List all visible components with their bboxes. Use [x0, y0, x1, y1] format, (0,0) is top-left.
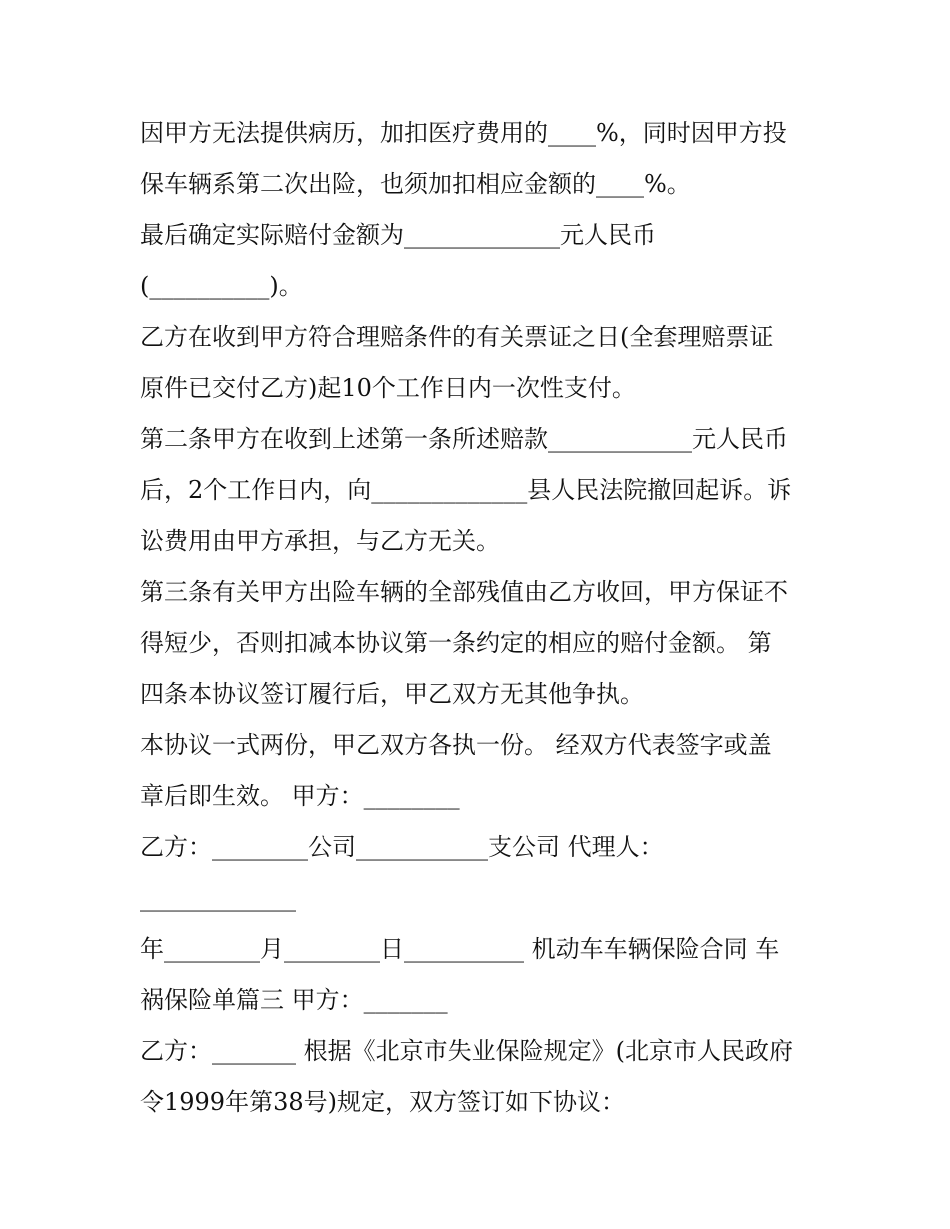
paragraph-line: (__________)。 [140, 272, 303, 300]
paragraph-line: 祸保险单篇三 甲方：_______ [140, 986, 448, 1014]
paragraph-line: 本协议一式两份，甲乙双方各执一份。 经双方代表签字或盖 [140, 731, 772, 759]
paragraph-line: 令1999年第38号)规定，双方签订如下协议： [140, 1088, 625, 1116]
paragraph-line: 最后确定实际赔付金额为_____________元人民币 [140, 221, 656, 249]
document-page [140, 108, 820, 1128]
paragraph-line: 原件已交付乙方)起10个工作日内一次性支付。 [140, 374, 636, 402]
paragraph-line: 第三条有关甲方出险车辆的全部残值由乙方收回，甲方保证不 [140, 578, 788, 606]
paragraph-line: 因甲方无法提供病历，加扣医疗费用的____%，同时因甲方投 [140, 119, 787, 147]
paragraph-line: 乙方：_______ 根据《北京市失业保险规定》(北京市人民政府 [140, 1037, 793, 1065]
paragraph-line: 保车辆系第二次出险，也须加扣相应金额的____%。 [140, 170, 691, 198]
paragraph-line: 第二条甲方在收到上述第一条所述赔款____________元人民币 [140, 425, 788, 453]
paragraph-line: 乙方在收到甲方符合理赔条件的有关票证之日(全套理赔票证 [140, 323, 774, 351]
paragraph-line: 乙方：________公司___________支公司 代理人： [140, 833, 664, 861]
paragraph-line: _____________ [140, 884, 296, 912]
paragraph-line: 讼费用由甲方承担，与乙方无关。 [140, 527, 500, 555]
paragraph-line: 四条本协议签订履行后，甲乙双方无其他争执。 [140, 680, 644, 708]
paragraph-line: 年________月________日__________ 机动车车辆保险合同 车 [140, 935, 780, 963]
paragraph-line: 后，2个工作日内，向_____________县人民法院撤回起诉。诉 [140, 476, 792, 504]
paragraph-line: 得短少，否则扣减本协议第一条约定的相应的赔付金额。 第 [140, 629, 772, 657]
paragraph-line: 章后即生效。 甲方：________ [140, 782, 460, 810]
